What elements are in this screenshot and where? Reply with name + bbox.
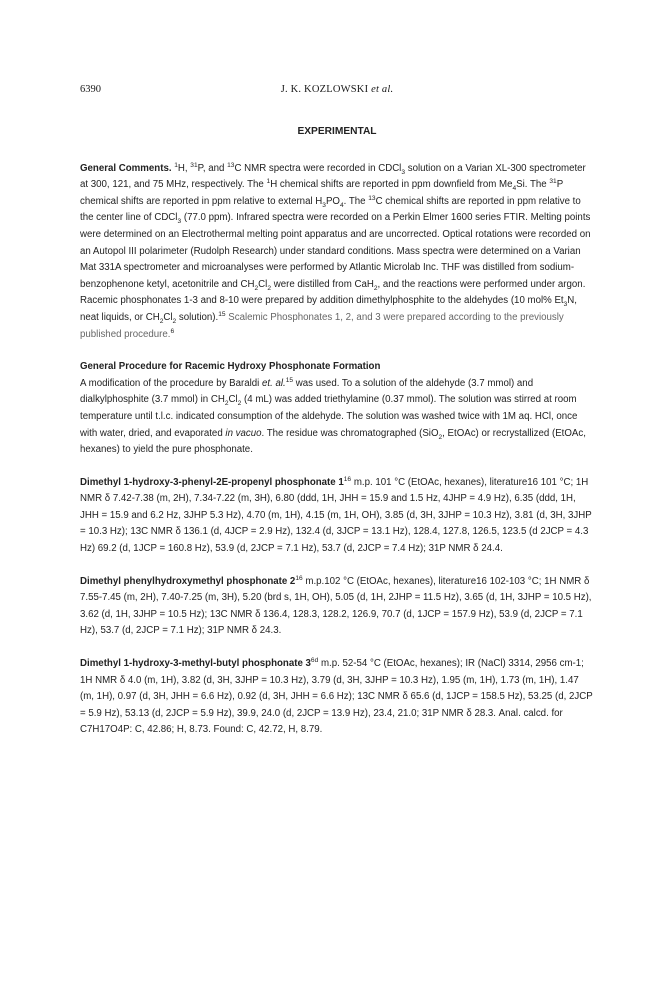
running-title [80,84,594,95]
general-procedure-heading: General Procedure for Racemic Hydroxy Phosphonate Formation [80,361,381,373]
running-head [80,84,594,98]
compound-3-paragraph [80,656,594,739]
compound-2-data: m.p.102 °C (EtOAc, hexanes), literature16 102-103 °C; 1H NMR δ 7.55-7.45 (m, 2H), 7.40-7.25 (m, 3H), 5.20 (brd s, 1H, OH), 5.05 (d, 1H, 2JHP = 11.5 Hz), 3.65 (d, 1H, 3JHP = 10.5 Hz), 3.62 (d, 1H, 3JHP = 10.5 Hz); 13C NMR δ 136.4, 128.3, 128.2, 126.9, 70.7 (d, 1JCP = 157.9 Hz), 53.9 (d, 2JCP = 7.1 Hz), 53.7 (d, 2JCP = 7.1 Hz); 31P NMR δ 24.3. [80,575,592,637]
general-comments-paragraph: General Comments. $^1$H, $^{31}$P, and $^{13}$C NMR spectra were recorded in CDCl$_3$ solution on a Varian XL-300 spectrometer at 300, 121, and 75 MHz, respectively. The $^1$H chemical shifts are reported in ppm downfield from $Me_4Si$. The $^{31}$P chemical shifts are reported in ppm relative to external $H_3PO_4$. The $^{13}$C chemical shifts are reported in ppm relative to the center line of CDCl$_3$ (77.0 ppm). Infrared spectra were recorded on a Perkin Elmer 1600 series FTIR. Melting points were determined on an Electrothermal melting point apparatus and are uncorrected. Optical rotations were recorded on an Autopol III polarimeter (Rudolph Research) under standard conditions. Mass spectra were determined on a Varian Mat 331A spectrometer and microanalyses were performed by Atlantic Microlab Inc. THF was distilled from sodium-benzophenone ketyl, acetonitrile and $CH_2Cl_2$ were distilled from CaH$_2$, and the reactions were performed under argon. Racemic phosphonates 1-3 and 8-10 were prepared by addition dimethylphosphite to the aldehydes (10 mol% $Et_3N$, neat liquids, or $CH_2Cl_2$ solution).$^{15}$ Scalemic Phosphonates 1, 2, and 3 were prepared according to the previously published procedure.$^6$ [80,161,591,340]
scalemic-sentence: Scalemic Phosphonates 1, 2, and 3 were prepared according to the previously published procedure. [80,311,564,340]
article-body [80,124,594,755]
compound-3-title: Dimethyl 1-hydroxy-3-methyl-butyl phosphonate 3 [80,658,311,670]
section-heading: EXPERIMENTAL [297,126,377,137]
compound-1-ref: 16 [343,475,352,483]
compound-2-paragraph [80,574,594,640]
running-authors: J. K. KOZLOWSKI [280,84,369,95]
general-comments-heading: General Comments. [80,162,172,174]
compound-2-title: Dimethyl phenylhydroxymethyl phosphonate 2 [80,575,296,587]
compound-2-ref: 16 [295,574,303,582]
compound-3-data: m.p. 52-54 °C (EtOAc, hexanes); IR (NaCl) 3314, 2956 cm-1; 1H NMR δ 4.0 (m, 1H), 3.82 (d, 3H, 3JHP = 10.3 Hz), 3.79 (d, 3H, 3JHP = 10.3 Hz), 1.95 (m, 1H), 1.73 (m, 1H), 1.47 (m, 1H), 0.97 (d, 3H, JHH = 6.6 Hz), 0.92 (d, 3H, JHH = 6.6 Hz); 13C NMR δ 65.6 (d, 1JCP = 158.5 Hz), 53.25 (d, 2JCP = 5.9 Hz), 53.13 (d, 2JCP = 5.9 Hz), 39.9, 24.0 (d, 2JCP = 13.9 Hz), 23.4, 21.0; 31P NMR δ 28.3. Anal. calcd. for C7H17O4P: C, 42.86; H, 8.73. Found: C, 42.72, H, 8.79. [80,658,593,736]
compound-3-ref: 6d [310,656,319,664]
general-procedure-paragraph: A modification of the procedure by Baraldi et. al.$^{15}$ was used. To a solution of the aldehyde (3.7 mmol) and dialkylphosphite (3.7 mmol) in $CH_2Cl_2$ (4 mL) was added triethylamine (0.37 mmol). The solution was stirred at room temperature until t.l.c. indicated consumption of the aldehyde. The solution was washed twice with 1M aq. HCl, once with water, dried, and evaporated in vacuo. The residue was chromatographed (SiO$_2$, EtOAc) or recrystallized (EtOAc, hexanes) to yield the pure phosphonate. [80,376,586,456]
running-etal: et al. [371,84,394,95]
page-number: 6390 [80,84,101,95]
compound-1-title: Dimethyl 1-hydroxy-3-phenyl-2E-propenyl phosphonate 1 [80,476,344,488]
compound-1-data: m.p. 101 °C (EtOAc, hexanes), literature16 101 °C; 1H NMR δ 7.42-7.38 (m, 2H), 7.34-7.22 (m, 3H), 6.80 (ddd, 1H, JHH = 15.9 and 1.5 Hz, 4JHP = 4.9 Hz), 6.35 (ddd, 1H, JHH = 15.9 and 6.2 Hz, 3JHP 5.3 Hz), 4.70 (m, 1H), 4.15 (m, 1H, OH), 3.85 (d, 3H, 3JHP = 10.3 Hz), 3.81 (d, 3H, 3JHP = 10.3 Hz); 13C NMR δ 136.1 (d, 4JCP = 2.9 Hz), 132.4 (d, 3JCP = 13.1 Hz), 128.4, 127.8, 126.5, 123.5 (d 2JCP = 4.3 Hz) 69.2 (d, 1JCP = 160.8 Hz), 53.9 (d, 2JCP = 7.1 Hz), 53.7 (d, 2JCP = 7.4 Hz); 31P NMR δ 24.4. [80,476,592,555]
compound-1-paragraph [80,475,594,558]
